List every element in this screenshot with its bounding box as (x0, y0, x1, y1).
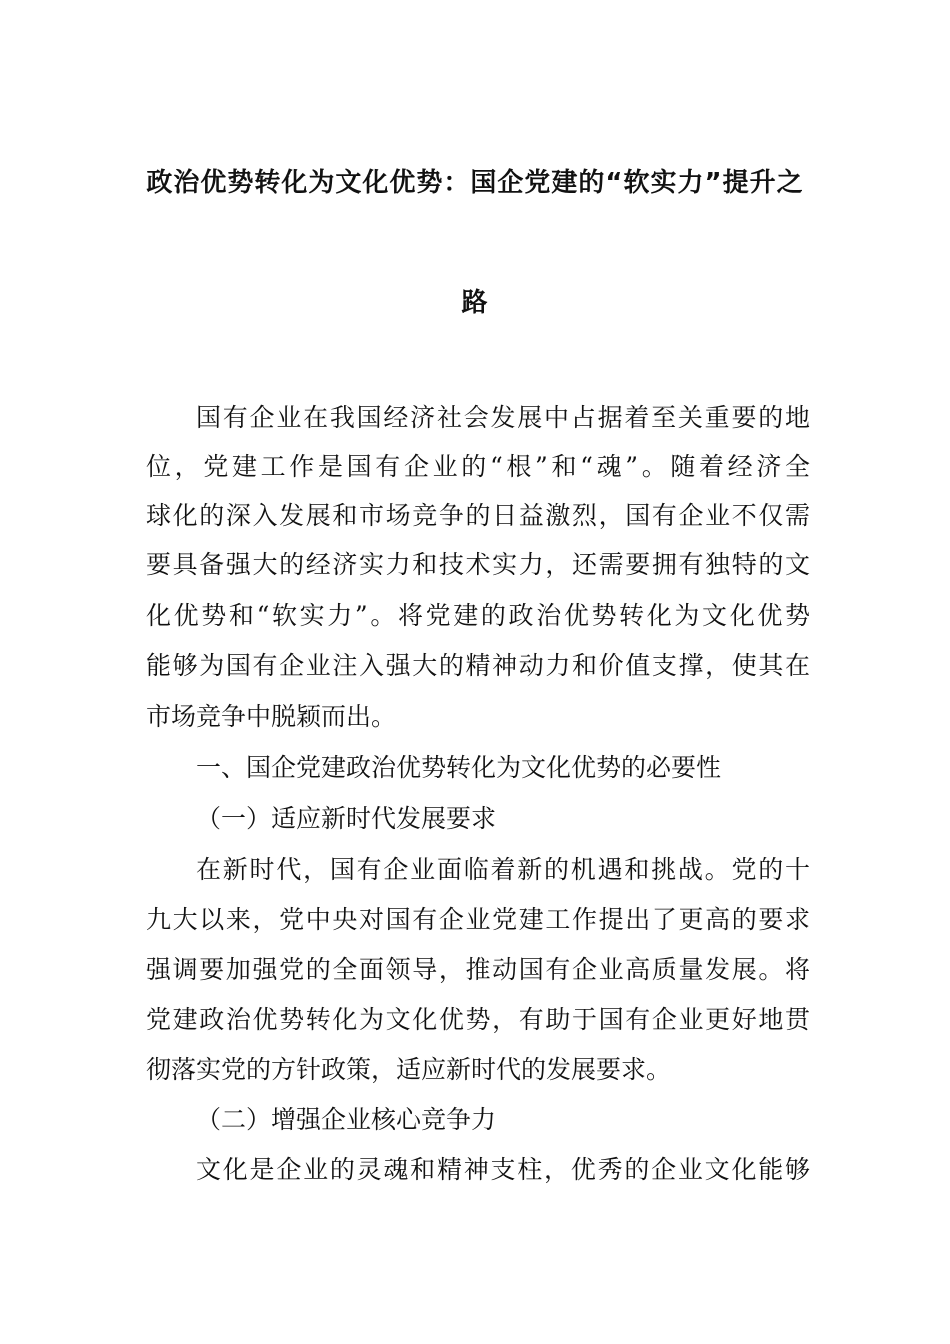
intro-paragraph-line: 能够为国有企业注入强大的精神动力和价值支撑，使其在 (146, 651, 810, 680)
paragraph-1-line: 在新时代，国有企业面临着新的机遇和挑战。党的十 (196, 855, 810, 884)
intro-paragraph-line: 市场竞争中脱颖而出。 (146, 702, 397, 731)
paragraph-1-line: 彻落实党的方针政策，适应新时代的发展要求。 (146, 1055, 672, 1084)
intro-paragraph-line: 国有企业在我国经济社会发展中占据着至关重要的地 (196, 403, 810, 432)
subsection-1-heading: （一）适应新时代发展要求 (196, 804, 497, 833)
intro-paragraph-line: 要具备强大的经济实力和技术实力，还需要拥有独特的文 (146, 550, 810, 579)
intro-paragraph-line: 球化的深入发展和市场竞争的日益激烈，国有企业不仅需 (146, 501, 810, 530)
intro-paragraph-line: 化优势和“软实力”。将党建的政治优势转化为文化优势 (146, 601, 810, 630)
paragraph-2-line: 文化是企业的灵魂和精神支柱，优秀的企业文化能够 (196, 1155, 810, 1184)
intro-paragraph-line: 位，党建工作是国有企业的“根”和“魂”。随着经济全 (146, 452, 810, 481)
document-title-line-2: 路 (461, 288, 489, 318)
document-title-line-1: 政治优势转化为文化优势：国企党建的“软实力”提升之 (146, 168, 804, 198)
section-1-heading: 一、国企党建政治优势转化为文化优势的必要性 (196, 753, 722, 782)
subsection-2-heading: （二）增强企业核心竞争力 (196, 1105, 497, 1134)
paragraph-1-line: 强调要加强党的全面领导，推动国有企业高质量发展。将 (146, 955, 810, 984)
paragraph-1-line: 九大以来，党中央对国有企业党建工作提出了更高的要求 (146, 905, 810, 934)
paragraph-1-line: 党建政治优势转化为文化优势，有助于国有企业更好地贯 (146, 1005, 810, 1034)
